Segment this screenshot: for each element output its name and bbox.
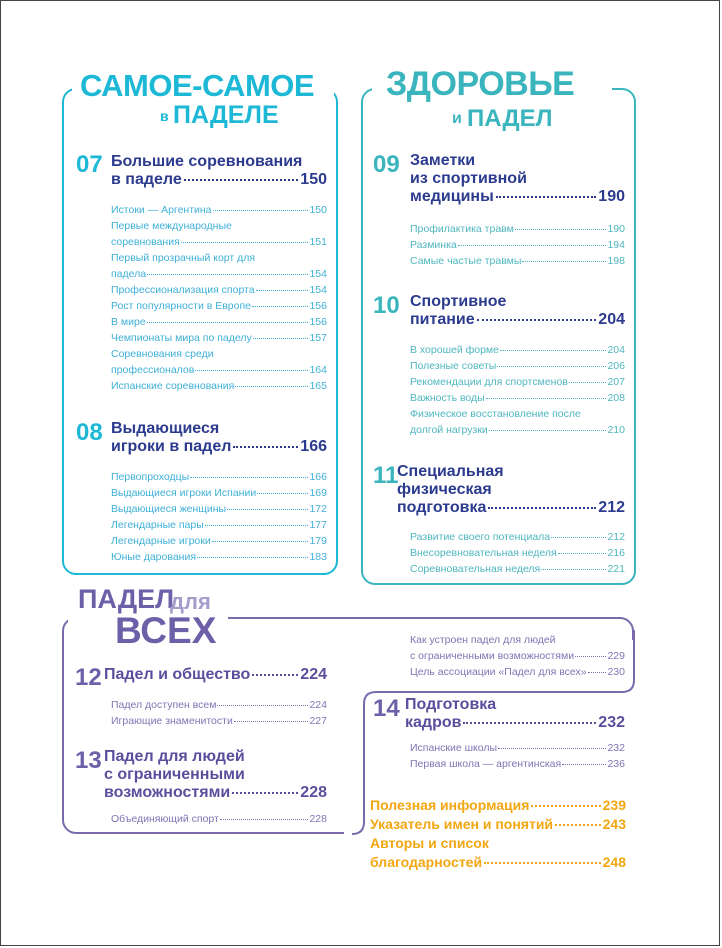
section-page-12: 224 <box>300 666 327 683</box>
section-title-11-line1: Специальная <box>397 463 504 480</box>
toc-entry-line1: Физическое восстановление после <box>410 408 581 420</box>
extras-entry[interactable]: Указатель имен и понятий 243 <box>370 816 626 832</box>
section-title-13[interactable] <box>104 748 327 802</box>
section-title-09-line2: из спортивной <box>410 170 527 187</box>
section-title-09-line1: Заметки <box>410 152 476 169</box>
toc-entry[interactable]: Первопроходцы 166 <box>111 471 327 483</box>
section-number-14: 14 <box>373 695 400 722</box>
section-title-12[interactable] <box>104 666 327 684</box>
section-title-14-line1: Подготовка <box>405 696 497 713</box>
toc-entry[interactable]: Соревновательная неделя 221 <box>410 563 625 575</box>
panel-health-title-line1: ЗДОРОВЬЕ <box>386 65 575 103</box>
toc-entry[interactable]: Легендарные игроки 179 <box>111 535 327 547</box>
toc-entry[interactable]: Юные дарования 183 <box>111 551 327 563</box>
section-number-11: 11 <box>373 462 399 489</box>
toc-entry[interactable]: Объединяющий спорт 228 <box>111 813 327 825</box>
section-page-09: 190 <box>598 188 625 205</box>
extras-entry[interactable]: благодарностей 248 <box>370 854 626 870</box>
toc-entry[interactable]: Разминка 194 <box>410 239 625 251</box>
toc-entry[interactable]: Первая школа — аргентинская 236 <box>410 758 625 770</box>
section-number-12: 12 <box>75 664 102 691</box>
toc-entry[interactable]: долгой нагрузки 210 <box>410 424 625 436</box>
toc-entry[interactable]: Рекомендации для спортсменов 207 <box>410 376 625 388</box>
toc-list-14 <box>410 740 625 772</box>
toc-entry[interactable]: Испанские соревнования 165 <box>111 380 327 392</box>
section-title-10-line2: питание <box>410 311 475 328</box>
toc-entry[interactable]: Внесоревновательная неделя 216 <box>410 547 625 559</box>
section-number-10: 10 <box>373 292 400 319</box>
toc-entry[interactable]: Истоки — Аргентина 150 <box>111 204 327 216</box>
toc-entry[interactable]: Выдающиеся женщины 172 <box>111 503 327 515</box>
panel-all-title-small: для <box>170 589 211 614</box>
toc-entry[interactable]: Рост популярности в Европе 156 <box>111 300 327 312</box>
toc-entry[interactable]: падела 154 <box>111 268 327 280</box>
toc-entry[interactable]: Испанские школы 232 <box>410 742 625 754</box>
section-number-09: 09 <box>373 151 400 178</box>
panel-best-title-line1: САМОЕ-САМОЕ <box>80 68 315 103</box>
toc-list-13 <box>111 811 327 827</box>
section-number-13: 13 <box>75 747 102 774</box>
toc-entry-line1: Первый прозрачный корт для <box>111 252 256 264</box>
panel-health-title-line2: ПАДЕЛ <box>467 105 553 132</box>
toc-entry[interactable]: Самые частые травмы 198 <box>410 255 625 267</box>
section-title-12-line1: Падел и общество <box>104 666 251 683</box>
toc-entry[interactable]: Чемпионаты мира по паделу 157 <box>111 332 327 344</box>
section-title-11-line2: физическая <box>397 481 492 498</box>
section-page-13: 228 <box>300 784 327 801</box>
panel-best-title-line2: ПАДЕЛЕ <box>173 101 279 129</box>
panel-health-title-small: и <box>452 110 462 127</box>
section-page-11: 212 <box>598 499 625 516</box>
section-title-08-line1: Выдающиеся <box>111 420 220 437</box>
toc-entry[interactable]: Падел доступен всем 224 <box>111 699 327 711</box>
section-title-10-line1: Спортивное <box>410 293 507 310</box>
toc-entry[interactable]: Профилактика травм 190 <box>410 223 625 235</box>
toc-entry[interactable]: В хорошей форме 204 <box>410 344 625 356</box>
section-title-13-line2: с ограниченными <box>104 766 245 783</box>
toc-entry[interactable]: Профессионализация спорта 154 <box>111 284 327 296</box>
section-page-10: 204 <box>598 311 625 328</box>
toc-entry[interactable]: Полезные советы 206 <box>410 360 625 372</box>
toc-entry[interactable]: Важность воды 208 <box>410 392 625 404</box>
toc-entry[interactable]: Легендарные пары 177 <box>111 519 327 531</box>
toc-list-12 <box>111 697 327 729</box>
toc-list-13-continued <box>410 632 625 680</box>
section-title-07-line2: в паделе <box>111 171 182 188</box>
toc-entry-line1: Первые международные <box>111 220 232 232</box>
section-page-14: 232 <box>598 714 625 731</box>
toc-entry[interactable]: Цель ассоциации «Падел для всех» 230 <box>410 666 625 678</box>
extras-entry-line1: Авторы и список <box>370 835 489 851</box>
toc-entry[interactable]: профессионалов 164 <box>111 364 327 376</box>
toc-entry[interactable]: В мире 156 <box>111 316 327 328</box>
panel-best-title-small: в <box>160 108 169 124</box>
toc-entry-line1: Как устроен падел для людей <box>410 634 556 646</box>
panel-all-title-line1: ПАДЕЛ <box>78 584 175 614</box>
section-title-14-line2: кадров <box>405 714 462 731</box>
section-title-14[interactable] <box>405 696 625 732</box>
section-number-08: 08 <box>76 419 103 446</box>
section-page-07: 150 <box>300 171 327 188</box>
toc-entry[interactable]: Выдающиеся игроки Испании 169 <box>111 487 327 499</box>
section-number-07: 07 <box>76 151 103 178</box>
toc-entry[interactable]: соревнования 151 <box>111 236 327 248</box>
extras-list <box>370 796 626 872</box>
section-title-09-line3: медицины <box>410 188 494 205</box>
toc-entry[interactable]: Играющие знаменитости 227 <box>111 715 327 727</box>
toc-entry[interactable]: Развитие своего потенциала 212 <box>410 531 625 543</box>
extras-entry[interactable]: Полезная информация 239 <box>370 797 626 813</box>
section-title-13-line1: Падел для людей <box>104 748 245 765</box>
toc-entry-line1: Соревнования среди <box>111 348 214 360</box>
section-title-07-line1: Большие соревнования <box>111 153 303 170</box>
section-title-11-line3: подготовка <box>397 499 487 516</box>
panel-all-title-line2: ВСЕХ <box>115 610 217 651</box>
section-title-08-line2: игроки в падел <box>111 438 232 455</box>
toc-entry[interactable]: с ограниченными возможностями 229 <box>410 650 625 662</box>
section-title-13-line3: возможностями <box>104 784 231 801</box>
section-page-08: 166 <box>300 438 327 455</box>
